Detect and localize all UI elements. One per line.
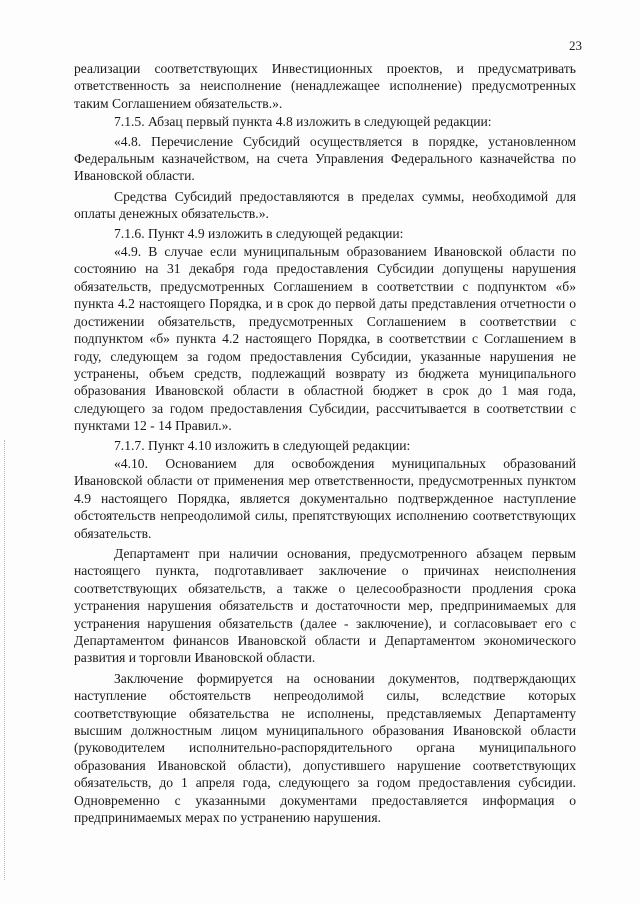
paragraph-continuation: реализации соответствующих Инвестиционных проектов, и предусматривать ответственность за неисполнение (ненадлежащее исполнение) предусмотренных таким Соглашением обязательств.». xyxy=(74,61,576,111)
paragraph-7-1-6: 7.1.6. Пункт 4.9 изложить в следующей редакции: xyxy=(114,225,404,241)
paragraph-7-1-5: 7.1.5. Абзац первый пункта 4.8 изложить в следующей редакции: xyxy=(114,114,492,130)
paragraph-conclusion: Заключение формируется на основании документов, подтверждающих наступление обстоятельств непреодолимой силы, вследствие которых соответствующие обязательства не исполнены, представляемых Департаменту высшим должностным лицом муниципального образования Ивановской области (руководителем исполнительно-распорядительного органа муниципального образования Ивановской области), допустившего нарушение соответствующих обязательств, до 1 апреля года, следующего за годом предоставления субсидии. Одновременно с указанными документами предоставляется информация о предпринимаемых мерах по устранению нарушения. xyxy=(74,670,576,826)
paragraph-4-9: «4.9. В случае если муниципальным образованием Ивановской области по состоянию на 31 декабря года предоставления Субсидии допущены нарушения обязательств, предусмотренных Соглашением в соответствии с подпунктом «б» пункта 4.2 настоящего Порядка, и в срок до первой даты представления отчетности о достижении обязательств, предусмотренных Соглашением в соответствии с подпунктом «б» пункта 4.2 настоящего Порядка, в соответствии с Соглашением в году, следующем за годом предоставления Субсидии, указанные нарушения не устранены, объем средств, подлежащий возврату из бюджета муниципального образования Ивановской области в областной бюджет в срок до 1 мая года, следующего за годом предоставления Субсидии, рассчитывается в соответствии с пунктами 12 - 14 Правил.». xyxy=(74,244,576,434)
paragraph-7-1-7: 7.1.7. Пункт 4.10 изложить в следующей редакции: xyxy=(114,437,411,453)
scan-edge-line xyxy=(4,440,6,880)
page-number: 23 xyxy=(569,38,582,53)
paragraph-subsidy-funds: Средства Субсидий предоставляются в пределах суммы, необходимой для оплаты денежных обязательств.». xyxy=(74,188,576,222)
paragraph-department: Департамент при наличии основания, предусмотренного абзацем первым настоящего пункта, подготавливает заключение о причинах неисполнения соответствующих обязательств, а также о целесообразности продления срока устранения нарушения обязательств и достаточности мер, предпринимаемых для устранения нарушения обязательств (далее - заключение), и согласовывает его с Департаментом финансов Ивановской области и Департаментом экономического развития и торговли Ивановской области. xyxy=(74,545,576,666)
document-body xyxy=(74,60,576,826)
paragraph-4-8: «4.8. Перечисление Субсидий осуществляется в порядке, установленном Федеральным казначейством, на счета Управления Федерального казначейства по Ивановской области. xyxy=(74,133,576,184)
paragraph-4-10: «4.10. Основанием для освобождения муниципальных образований Ивановской области от применения мер ответственности, предусмотренных пунктом 4.9 настоящего Порядка, является документально подтвержденное наступление обстоятельств непреодолимой силы, препятствующих исполнению соответствующих обязательств. xyxy=(74,455,576,541)
